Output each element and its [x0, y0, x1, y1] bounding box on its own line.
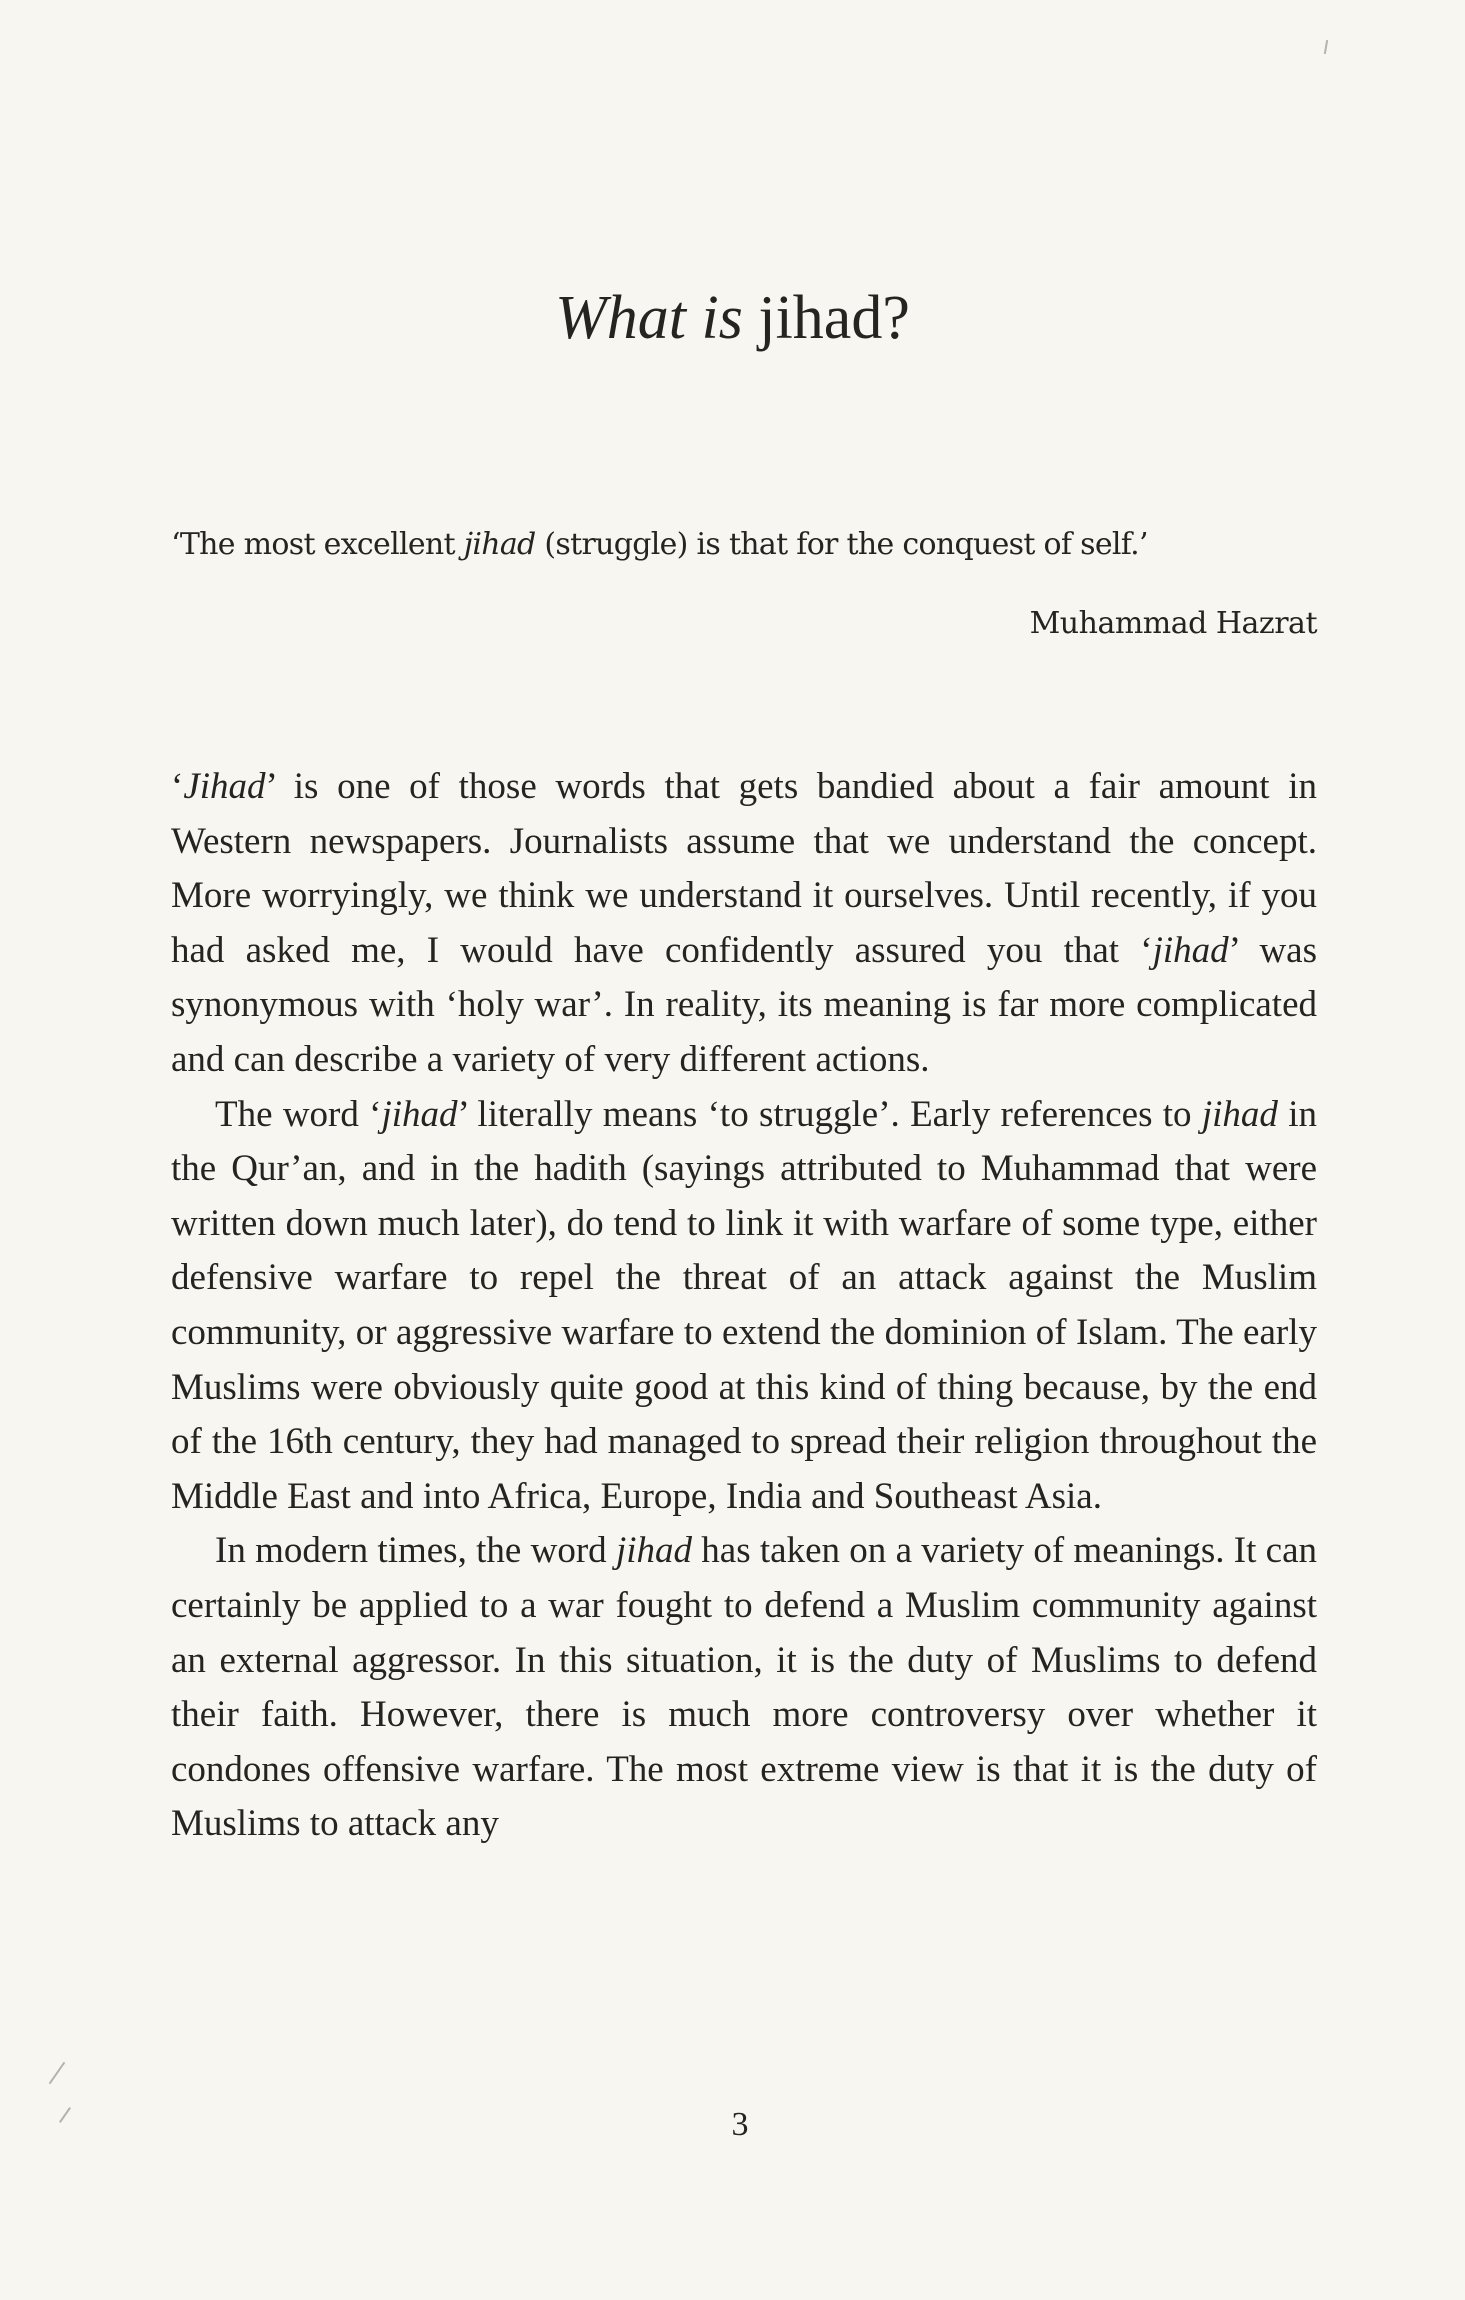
page-number: 3 — [731, 2106, 749, 2143]
epigraph-text: (struggle) is that for the conquest of self.’ — [535, 527, 1148, 562]
epigraph-emphasis: jihad — [463, 527, 536, 562]
paragraph-2 — [171, 1088, 1317, 1525]
body-text — [171, 760, 1317, 1852]
paragraph-text: ‘ — [171, 766, 184, 807]
margin-mark — [49, 2062, 66, 2084]
emphasis: jihad — [1152, 929, 1229, 971]
paragraph-text: In modern times, the word — [215, 1530, 616, 1572]
emphasis: Jihad — [183, 766, 266, 807]
margin-mark — [1324, 40, 1328, 54]
paragraph-text: has taken on a variety of meanings. It can certainly be applied to a war fought to defend a Muslim community against an external aggressor. In this situation, it is the duty of Muslims to defend their faith. However, there is much more controversy over whether it condones offensive warfare. The most extreme view is that it is the duty of Muslims to attack any — [171, 1530, 1317, 1845]
paragraph-3 — [171, 1524, 1317, 1852]
emphasis: jihad — [1201, 1093, 1278, 1135]
epigraph-attribution: Muhammad Hazrat — [1029, 606, 1317, 641]
page-title — [0, 278, 1465, 358]
page-title-italic: What is — [555, 284, 743, 352]
paragraph-text: The word ‘ — [215, 1093, 382, 1135]
paragraph-1 — [171, 760, 1317, 1088]
paragraph-text: ’ was synonymous with ‘holy war’. In reality, its meaning is far more complicated and can describe a variety of very different actions. — [171, 929, 1317, 1080]
paragraph-text: in the Qur’an, and in the hadith (sayings attributed to Muhammad that were written down much later), do tend to link it with warfare of some type, either defensive warfare to repel the threat of an attack against the Muslim community, or aggressive warfare to extend the dominion of Islam. The early Muslims were obviously quite good at this kind of thing because, by the end of the 16th century, they had managed to spread their religion throughout the Middle East and into Africa, Europe, India and Southeast Asia. — [171, 1093, 1317, 1517]
page-title-plain: jihad? — [758, 284, 910, 352]
emphasis: jihad — [381, 1093, 458, 1135]
epigraph-text: ‘The most excellent — [171, 527, 464, 562]
paragraph-text: ’ is one of those words that gets bandied about a fair amount in Western newspapers. Journalists assume that we understand the concept. More worryingly, we think we understand it ourselves. Until recently, if you had asked me, I would have confidently assured you that ‘ — [171, 766, 1317, 971]
emphasis: jihad — [615, 1530, 692, 1572]
paragraph-text: ’ literally means ‘to struggle’. Early references to — [457, 1093, 1202, 1135]
epigraph-quote — [171, 518, 1321, 572]
